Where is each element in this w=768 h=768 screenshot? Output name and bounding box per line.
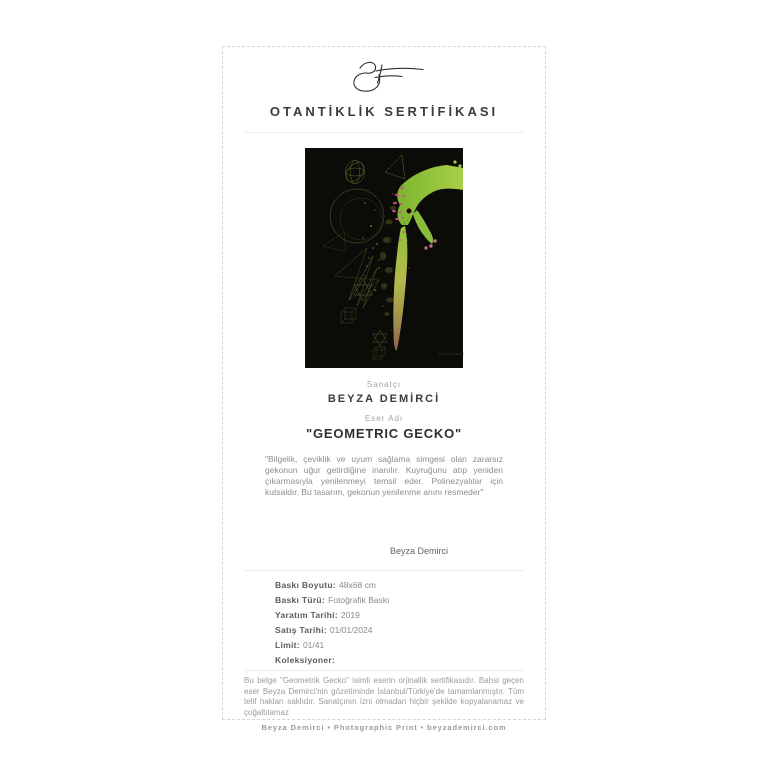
detail-value: 01/41	[302, 640, 325, 650]
certificate-card	[222, 46, 546, 732]
artist-name: BEYZA DEMİRCİ	[327, 393, 441, 405]
artwork-name: "GEOMETRIC GECKO"	[306, 426, 462, 441]
artist-signature-logo	[244, 57, 524, 102]
signature-name: Beyza Demirci	[389, 546, 448, 556]
artwork-image	[244, 148, 524, 368]
detail-row-collector	[275, 653, 524, 668]
artwork-description: "Bilgelik, çeviklik ve uyum sağlama simgesi olan zararsız gekonun uğur getirdiğine inanılır. Kuyruğunu atıp yeniden çıkarmasıyla yenilenmeyi temsil eder. Polinezyalılar için kutsaldır. Bu tasarım, gekonun yenilenme anını resmeder"	[265, 454, 503, 497]
detail-row-print-type	[275, 593, 524, 608]
disclaimer-text: Bu belge "Geometrik Gecko" isimli eserin orjinallik sertifikasıdır. Bahsi geçen eser Beyza Demirci'nin gözetiminde İstanbul/Türkiye'de tamamlanmıştır. Tüm telif hakları saklıdır. Sanatçının izni olmadan hiçbir şekilde kopyalanamaz ve çoğaltılamaz	[244, 676, 524, 717]
detail-value: 01/01/2024	[329, 625, 373, 635]
detail-value: 2019	[340, 610, 360, 620]
artist-label: Sanatçı	[366, 380, 402, 389]
footer-credit: Beyza Demirci • Photographic Print • beyzademirci.com	[261, 723, 507, 732]
divider	[244, 670, 524, 671]
detail-label: Koleksiyoner:	[275, 655, 336, 665]
gecko-artwork	[305, 148, 463, 368]
signature-monogram-icon	[338, 57, 430, 97]
detail-label: Baskı Türü:	[275, 595, 326, 605]
detail-row-print-size	[275, 578, 524, 593]
detail-value: 48x68 cm	[339, 580, 376, 590]
detail-label: Yaratım Tarihi:	[275, 610, 338, 620]
divider	[244, 570, 524, 571]
artwork-label: Eser Adı	[364, 414, 404, 423]
detail-row-creation-date	[275, 608, 524, 623]
detail-label: Baskı Boyutu:	[275, 580, 337, 590]
divider	[244, 132, 524, 133]
detail-row-sale-date	[275, 623, 524, 638]
details-list	[275, 578, 524, 668]
certificate-title: OTANTİKLİK SERTİFİKASI	[269, 104, 499, 119]
artwork-signature-watermark: BEYZA DEMİRCİ	[439, 353, 465, 356]
detail-label: Limit:	[275, 640, 300, 650]
detail-value: Fotoğrafik Baskı	[328, 595, 390, 605]
detail-label: Satış Tarihi:	[275, 625, 327, 635]
detail-row-limit	[275, 638, 524, 653]
